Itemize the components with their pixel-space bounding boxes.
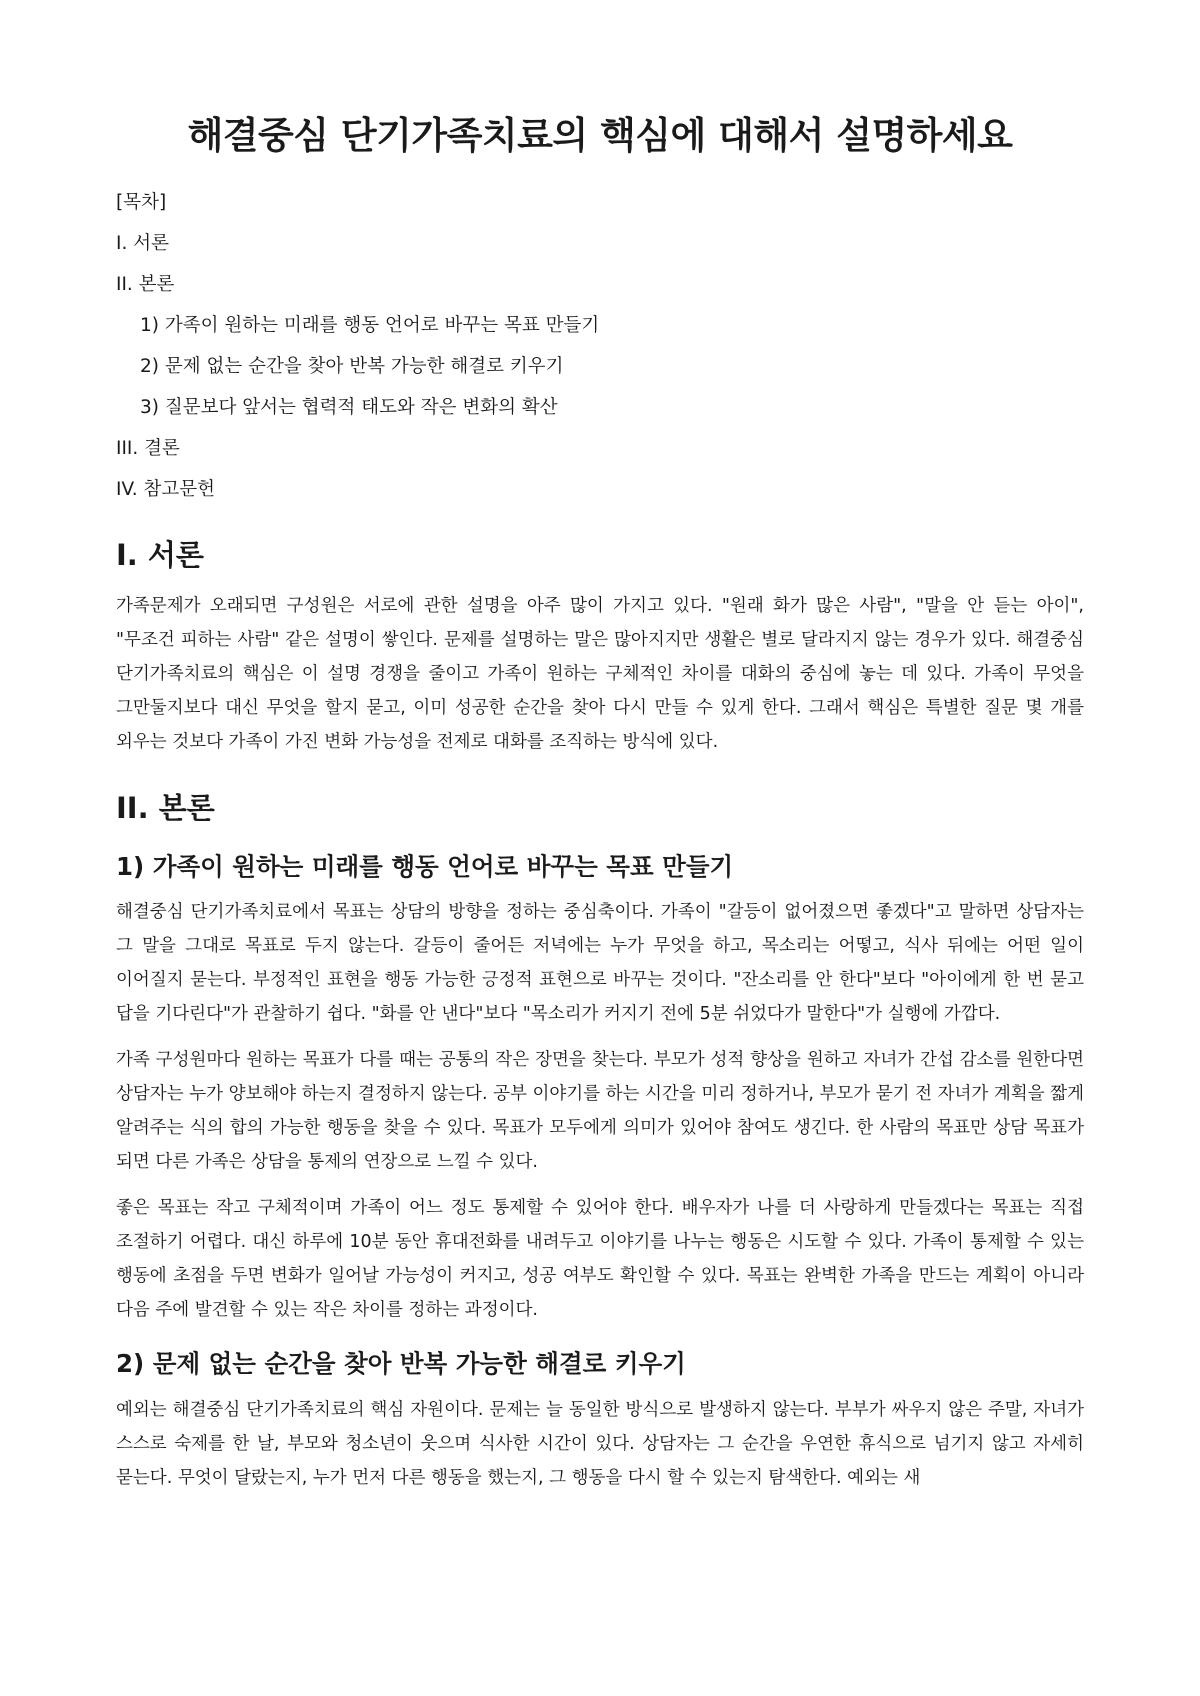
toc-item-intro: I. 서론 xyxy=(116,233,169,255)
subsection-1-paragraph-1: 해결중심 단기가족치료에서 목표는 상담의 방향을 정하는 중심축이다. 가족이 "갈등이 없어졌으면 좋겠다"고 말하면 상담자는 그 말을 그대로 목표로 두지 않는다. 갈등이 줄어든 저녁에는 누가 무엇을 하고, 목소리는 어떻고, 식사 뒤에는 어떤 일이 이어질지 묻는다. 부정적인 표현을 행동 가능한 긍정적 표현으로 바꾸는 것이다. "잔소리를 안 한다"보다 "아이에게 한 번 묻고 답을 기다린다"가 관찰하기 쉽다. "화를 안 낸다"보다 "목소리가 커지기 전에 5분 쉬었다가 말한다"가 실행에 가깝다. xyxy=(116,902,1084,1025)
subsection-1-paragraph-2: 가족 구성원마다 원하는 목표가 다를 때는 공통의 작은 장면을 찾는다. 부모가 성적 향상을 원하고 자녀가 간섭 감소를 원한다면 상담자는 누가 양보해야 하는지 결정하지 않는다. 공부 이야기를 하는 시간을 미리 정하거나, 부모가 묻기 전 자녀가 계획을 짧게 알려주는 식의 합의 가능한 행동을 찾을 수 있다. 목표가 모두에게 의미가 있어야 참여도 생긴다. 한 사람의 목표만 상담 목표가 되면 다른 가족은 상담을 통제의 연장으로 느낄 수 있다. xyxy=(116,1050,1084,1173)
subsection-2-heading: 2) 문제 없는 순간을 찾아 반복 가능한 해결로 키우기 xyxy=(116,1349,686,1379)
body-subsection-1 xyxy=(116,850,1084,1327)
intro-paragraph: 가족문제가 오래되면 구성원은 서로에 관한 설명을 아주 많이 가지고 있다. "원래 화가 많은 사람", "말을 안 듣는 아이", "무조건 피하는 사람" 같은 설명이 쌓인다. 문제를 설명하는 말은 많아지지만 생활은 별로 달라지지 않는 경우가 있다. 해결중심 단기가족치료의 핵심은 이 설명 경쟁을 줄이고 가족이 원하는 구체적인 차이를 대화의 중심에 놓는 데 있다. 가족이 무엇을 그만둘지보다 대신 무엇을 할지 묻고, 이미 성공한 순간을 찾아 다시 만들 수 있게 한다. 그래서 핵심은 특별한 질문 몇 개를 외우는 것보다 가족이 가진 변화 가능성을 전제로 대화를 조직하는 방식에 있다. xyxy=(116,596,1084,753)
toc-item-body-1: 1) 가족이 원하는 미래를 행동 언어로 바꾸는 목표 만들기 xyxy=(140,315,600,337)
toc-item-body-2: 2) 문제 없는 순간을 찾아 반복 가능한 해결로 키우기 xyxy=(140,356,564,378)
toc-item-references: IV. 참고문헌 xyxy=(116,479,215,501)
body-heading: II. 본론 xyxy=(116,791,215,826)
intro-heading: I. 서론 xyxy=(116,538,204,573)
toc-item-body: II. 본론 xyxy=(116,274,175,296)
subsection-1-paragraph-3: 좋은 목표는 작고 구체적이며 가족이 어느 정도 통제할 수 있어야 한다. 배우자가 나를 더 사랑하게 만들겠다는 목표는 직접 조절하기 어렵다. 대신 하루에 10분 동안 휴대전화를 내려두고 이야기를 나누는 행동은 시도할 수 있다. 가족이 통제할 수 있는 행동에 초점을 두면 변화가 일어날 가능성이 커지고, 성공 여부도 확인할 수 있다. 목표는 완벽한 가족을 만드는 계획이 아니라 다음 주에 발견할 수 있는 작은 차이를 정하는 과정이다. xyxy=(116,1198,1084,1321)
toc-heading: [목차] xyxy=(116,192,167,214)
body-section xyxy=(116,789,1084,1494)
intro-section xyxy=(116,536,1084,759)
toc-item-body-3: 3) 질문보다 앞서는 협력적 태도와 작은 변화의 확산 xyxy=(140,397,558,419)
document-title: 해결중심 단기가족치료의 핵심에 대해서 설명하세요 xyxy=(187,114,1013,157)
table-of-contents xyxy=(116,182,1084,510)
body-subsection-2 xyxy=(116,1347,1084,1494)
toc-item-conclusion: III. 결론 xyxy=(116,438,180,460)
subsection-2-paragraph-1: 예외는 해결중심 단기가족치료의 핵심 자원이다. 문제는 늘 동일한 방식으로 발생하지 않는다. 부부가 싸우지 않은 주말, 자녀가 스스로 숙제를 한 날, 부모와 청소년이 웃으며 식사한 시간이 있다. 상담자는 그 순간을 우연한 휴식으로 넘기지 않고 자세히 묻는다. 무엇이 달랐는지, 누가 먼저 다른 행동을 했는지, 그 행동을 다시 할 수 있는지 탐색한다. 예외는 새 xyxy=(116,1399,1084,1488)
subsection-1-heading: 1) 가족이 원하는 미래를 행동 언어로 바꾸는 목표 만들기 xyxy=(116,852,734,882)
